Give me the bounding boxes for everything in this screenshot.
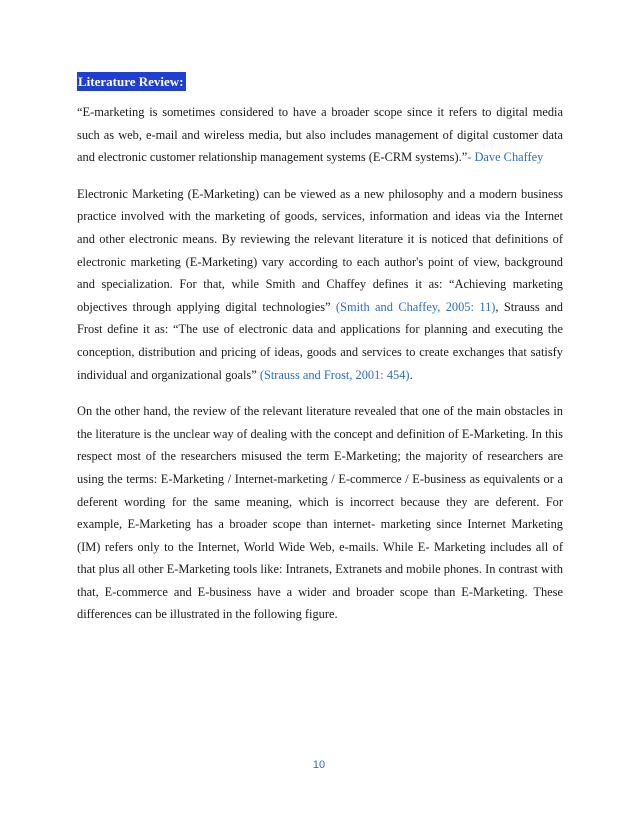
obstacles-paragraph [77,400,563,626]
definition-text-3: . [409,367,413,382]
page-number: 10 [312,759,326,771]
definition-paragraph [77,183,563,386]
obstacles-text: On the other hand, the review of the relevant literature revealed that one of the main obstacles in the literature is the unclear way of dealing with the concept and definition of E-Marketing. In this respect most of the researchers misused the term E-Marketing; the majority of researchers are using the terms: E-Marketing / Internet-marketing / E-commerce / E-business as equivalents or a deferent wording for the same meaning, which is incorrect because they are deferent. For example, E-Marketing has a broader scope than internet- marketing since Internet Marketing (IM) refers only to the Internet, World Wide Web, e-mails. While E- Marketing includes all of that plus all other E-Marketing tools like: Intranets, Extranets and mobile phones. In contrast with that, E-commerce and E-business have a wider and broader scope than E-Marketing. These differences can be illustrated in the following figure. [77,404,563,622]
definition-text-1: Electronic Marketing (E-Marketing) can be viewed as a new philosophy and a modern business practice involved with the marketing of goods, services, information and ideas via the Internet and other electronic means. By reviewing the relevant literature it is noticed that definitions of electronic marketing (E-Marketing) vary according to each author's point of view, background and specialization. For that, while Smith and Chaffey defines it as: “Achieving marketing objectives through applying digital technologies” [77,186,563,314]
quote-paragraph [77,101,563,169]
citation-smith-chaffey: (Smith and Chaffey, 2005: 11) [335,299,496,314]
definition-text-2: , Strauss and Frost define it as: “The use of electronic data and applications for planning and executing the conception, distribution and pricing of ideas, goods and services to create exchanges that satisfy individual and organizational goals” [77,299,563,382]
citation-strauss-frost: (Strauss and Frost, 2001: 454) [259,367,410,382]
document-body [77,72,563,640]
quote-author: - Dave Chaffey [467,150,544,165]
quote-text: “E-marketing is sometimes considered to have a broader scope since it refers to digital media such as web, e-mail and wireless media, but also includes management of digital customer data and electronic customer relationship management systems (E-CRM systems).” [77,105,563,165]
section-heading: Literature Review: [78,74,184,89]
